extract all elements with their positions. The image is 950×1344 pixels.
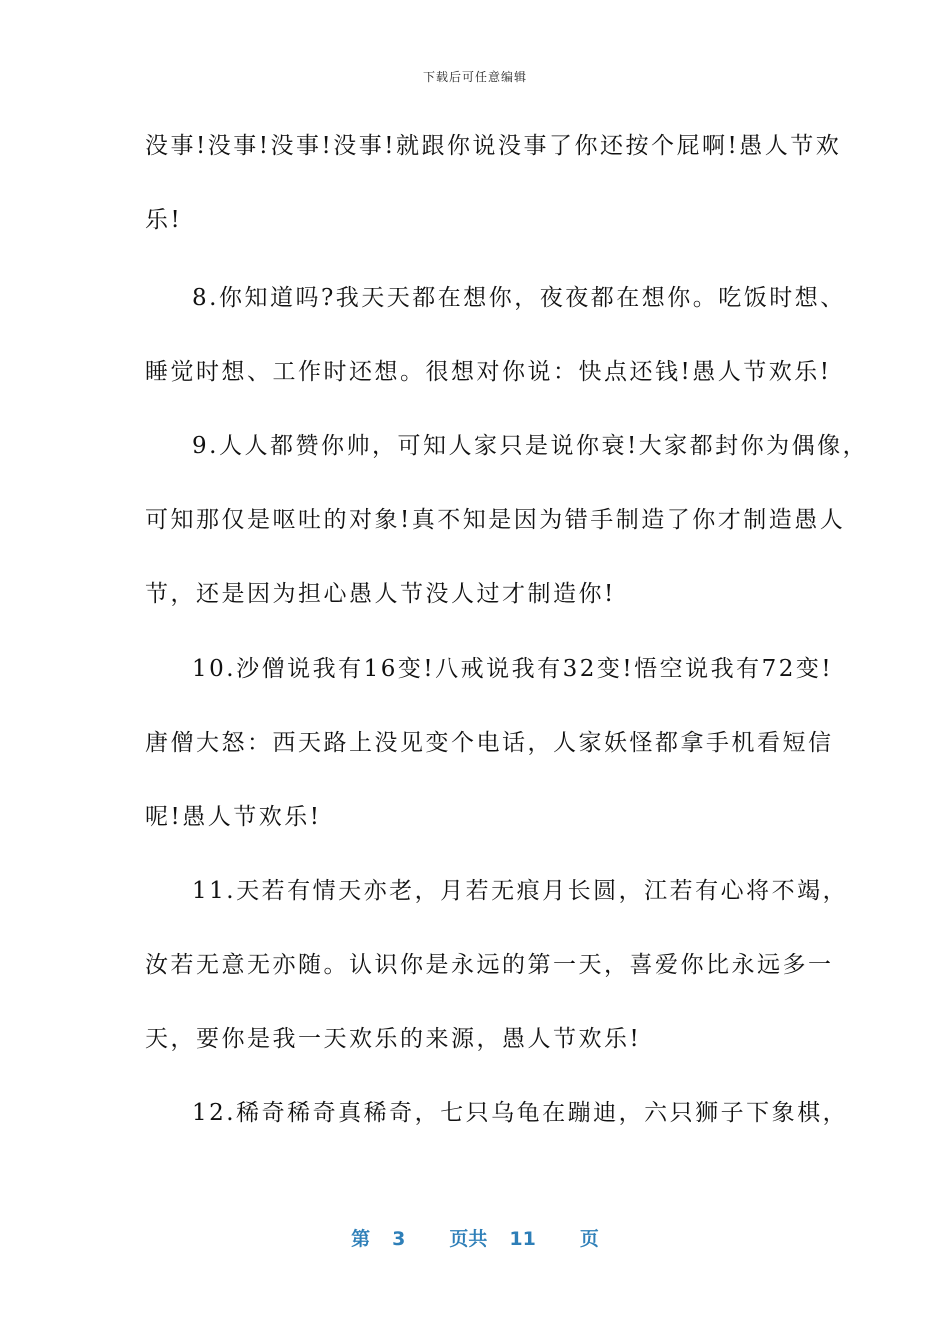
body-line: 乐! [145,207,183,233]
total-pages-number: 11 [509,1228,536,1250]
footer-prefix: 第 [351,1228,371,1250]
body-line: 11.天若有情天亦老，月若无痕月长圆，江若有心将不竭， [192,878,849,904]
body-line: 唐僧大怒：西天路上没见变个电话，人家妖怪都拿手机看短信 [145,730,834,756]
header-note: 下载后可任意编辑 [422,70,527,84]
body-line: 天，要你是我一天欢乐的来源，愚人节欢乐! [145,1026,642,1052]
footer-suffix: 页 [579,1228,599,1250]
footer-middle: 页共 [449,1228,488,1250]
body-line: 呢!愚人节欢乐! [145,804,322,830]
current-page-number: 3 [392,1228,406,1250]
body-line: 睡觉时想、工作时还想。很想对你说：快点还钱!愚人节欢乐! [145,359,832,385]
body-line: 10.沙僧说我有16变!八戒说我有32变!悟空说我有72变! [192,656,834,682]
body-line: 汝若无意无亦随。认识你是永远的第一天，喜爱你比永远多一 [145,952,834,978]
body-line: 8.你知道吗?我天天都在想你，夜夜都在想你。吃饭时想、 [192,285,846,311]
page-footer [0,1224,950,1251]
body-line: 9.人人都赞你帅，可知人家只是说你衰!大家都封你为偶像， [192,433,869,459]
body-line: 节，还是因为担心愚人节没人过才制造你! [145,581,616,607]
body-line: 没事!没事!没事!没事!就跟你说没事了你还按个屁啊!愚人节欢 [145,133,842,159]
body-line: 可知那仅是呕吐的对象!真不知是因为错手制造了你才制造愚人 [145,507,846,533]
body-line: 12.稀奇稀奇真稀奇，七只乌龟在蹦迪，六只狮子下象棋， [192,1100,849,1126]
